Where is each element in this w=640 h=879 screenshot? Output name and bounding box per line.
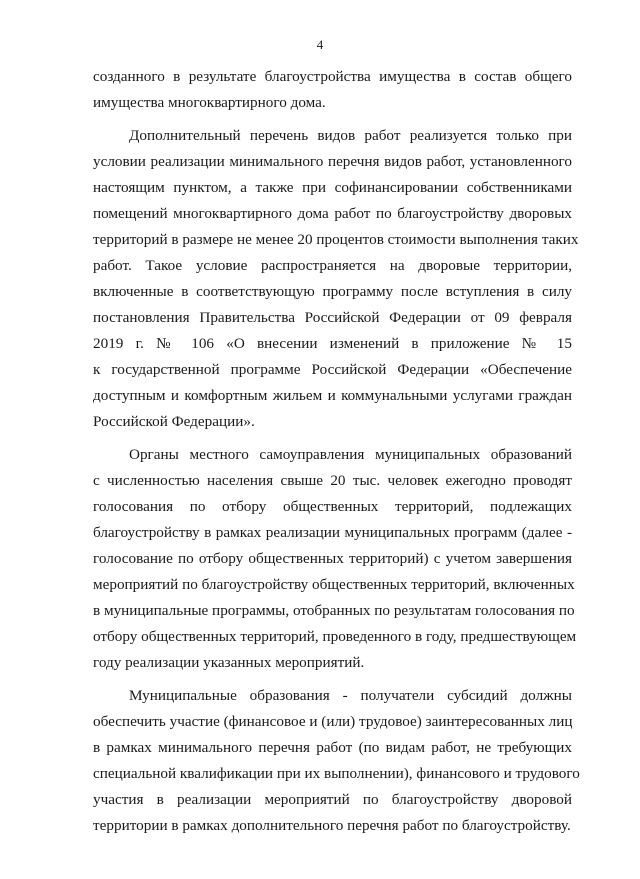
text-line: специальной квалификации при их выполнении), финансового и трудового [93, 765, 580, 782]
paragraph-3 [93, 442, 577, 676]
paragraph-2 [93, 123, 579, 435]
text-line: постановления Правительства Российской Федерации от 09 февраля [93, 309, 572, 326]
paragraph-1 [93, 64, 572, 116]
paragraph-gap [93, 676, 572, 683]
text-line: к государственной программе Российской Федерации «Обеспечение [93, 361, 572, 378]
page-number: 4 [316, 37, 324, 52]
text-line: в муниципальные программы, отобранных по результатам голосования по [93, 602, 575, 619]
text-line: территорий в размере не менее 20 процентов стоимости выполнения таких [93, 231, 579, 248]
text-line: Дополнительный перечень видов работ реализуется только при [129, 127, 572, 144]
paragraph-gap [93, 435, 572, 442]
text-line: голосование по отбору общественных территорий) с учетом завершения [93, 550, 572, 567]
text-line: настоящим пунктом, а также при софинансировании собственниками [93, 179, 572, 196]
text-line: голосования по отбору общественных территорий, подлежащих [93, 498, 572, 515]
text-line: Российской Федерации». [93, 413, 255, 430]
text-line: обеспечить участие (финансовое и (или) трудовое) заинтересованных лиц [93, 713, 573, 730]
paragraph-gap [93, 116, 572, 123]
text-line: в рамках минимального перечня работ (по видам работ, не требующих [93, 739, 572, 756]
text-line: созданного в результате благоустройства имущества в состав общего [93, 68, 572, 85]
text-line: благоустройству в рамках реализации муниципальных программ (далее - [93, 524, 572, 541]
text-line: имущества многоквартирного дома. [93, 94, 326, 111]
text-line: мероприятий по благоустройству общественных территорий, включенных [93, 576, 575, 593]
text-line: 2019 г. № 106 «О внесении изменений в приложение № 15 [93, 335, 572, 352]
text-line: году реализации указанных мероприятий. [93, 654, 365, 671]
text-line: включенные в соответствующую программу после вступления в силу [93, 283, 572, 300]
text-line: отбору общественных территорий, проведенного в году, предшествующем [93, 628, 577, 645]
text-line: помещений многоквартирного дома работ по благоустройству дворовых [93, 205, 572, 222]
text-line: участия в реализации мероприятий по благоустройству дворовой [93, 791, 572, 808]
text-line: Органы местного самоуправления муниципальных образований [129, 446, 572, 463]
text-line: с численностью населения свыше 20 тыс. человек ежегодно проводят [93, 472, 572, 489]
text-line: Муниципальные образования - получатели субсидий должны [129, 687, 572, 704]
text-line: территории в рамках дополнительного перечня работ по благоустройству. [93, 817, 571, 834]
text-line: доступным и комфортным жильем и коммунальными услугами граждан [93, 387, 572, 404]
document-body [93, 64, 580, 839]
text-line: условии реализации минимального перечня видов работ, установленного [93, 153, 572, 170]
paragraph-4 [93, 683, 580, 839]
text-line: работ. Такое условие распространяется на дворовые территории, [93, 257, 572, 274]
